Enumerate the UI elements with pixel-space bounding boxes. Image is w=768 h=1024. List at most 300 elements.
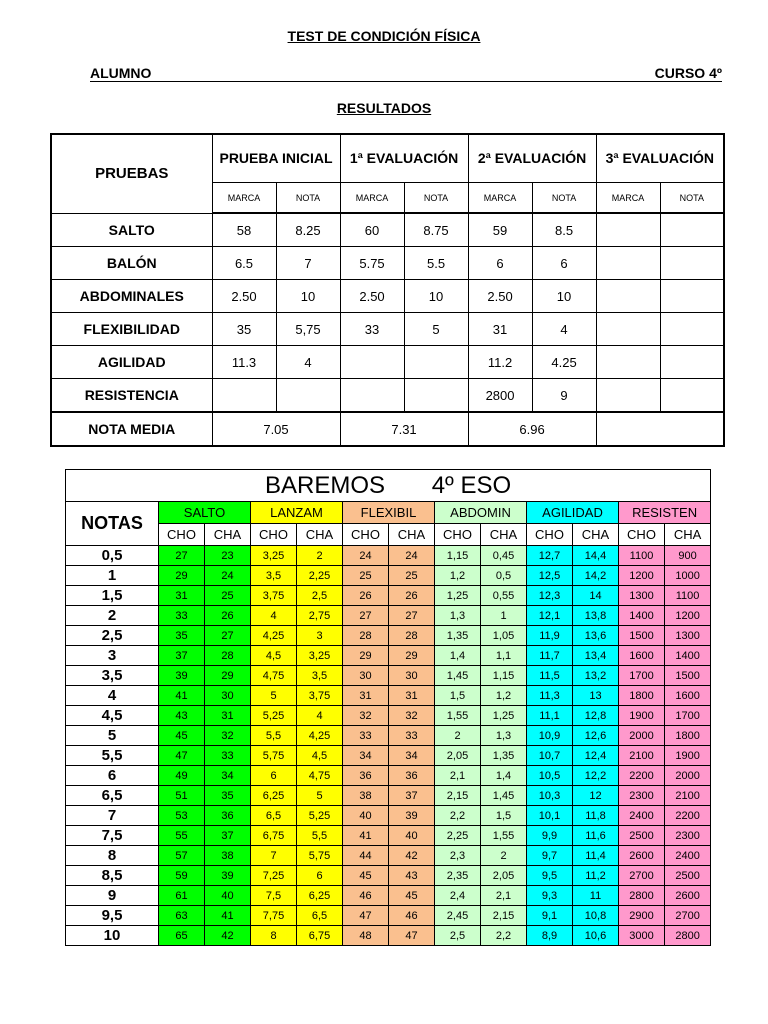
baremo-value: 6,25 (251, 786, 297, 806)
baremo-value: 1,4 (435, 646, 481, 666)
page-title: TEST DE CONDICIÓN FÍSICA (287, 28, 481, 44)
baremo-value: 3000 (619, 926, 665, 946)
baremo-value: 24 (389, 546, 435, 566)
baremo-value: 3,75 (297, 686, 343, 706)
result-value (660, 247, 724, 280)
baremo-value: 9,1 (527, 906, 573, 926)
baremo-value: 5,75 (297, 846, 343, 866)
baremo-value: 12,5 (527, 566, 573, 586)
baremo-value: 8,9 (527, 926, 573, 946)
baremo-value: 9,7 (527, 846, 573, 866)
baremos-gender-row (66, 524, 711, 546)
baremo-value: 1,25 (481, 706, 527, 726)
baremo-value: 2500 (619, 826, 665, 846)
baremo-value: 36 (389, 766, 435, 786)
baremo-value: 5,25 (297, 806, 343, 826)
baremo-value: 6,25 (297, 886, 343, 906)
nota-subheader: NOTA (404, 183, 468, 214)
baremo-value: 2,35 (435, 866, 481, 886)
baremo-value: 6,75 (251, 826, 297, 846)
notas-header: NOTAS (66, 502, 159, 546)
baremo-value: 1100 (619, 546, 665, 566)
baremo-value: 0,45 (481, 546, 527, 566)
baremo-value: 2800 (619, 886, 665, 906)
baremo-value: 13,6 (573, 626, 619, 646)
baremo-value: 27 (343, 606, 389, 626)
nota-value: 8,5 (66, 866, 159, 886)
baremo-value: 2900 (619, 906, 665, 926)
baremo-value: 32 (343, 706, 389, 726)
baremos-row (66, 706, 711, 726)
baremo-value: 26 (205, 606, 251, 626)
baremo-value: 1600 (665, 686, 711, 706)
baremo-value: 0,55 (481, 586, 527, 606)
category-header: SALTO (159, 502, 251, 524)
evaluation-header: 3ª EVALUACIÓN (596, 134, 724, 183)
baremo-value: 1500 (619, 626, 665, 646)
baremo-value: 1,55 (435, 706, 481, 726)
baremos-row (66, 646, 711, 666)
result-value: 8.25 (276, 213, 340, 247)
baremo-value: 5 (251, 686, 297, 706)
test-label: FLEXIBILIDAD (51, 313, 212, 346)
baremo-value: 13,2 (573, 666, 619, 686)
result-value: 8.5 (532, 213, 596, 247)
nota-media-label: NOTA MEDIA (51, 412, 212, 446)
baremo-value: 11,4 (573, 846, 619, 866)
baremo-value: 39 (389, 806, 435, 826)
result-value: 10 (404, 280, 468, 313)
baremo-value: 31 (159, 586, 205, 606)
baremo-value: 6,5 (297, 906, 343, 926)
result-value (596, 379, 660, 413)
baremo-value: 2,25 (435, 826, 481, 846)
result-value: 6.5 (212, 247, 276, 280)
baremo-value: 39 (159, 666, 205, 686)
baremo-value: 2,4 (435, 886, 481, 906)
baremo-value: 2600 (665, 886, 711, 906)
result-value (404, 379, 468, 413)
baremo-value: 26 (343, 586, 389, 606)
nota-value: 6 (66, 766, 159, 786)
result-value (596, 280, 660, 313)
baremo-value: 25 (205, 586, 251, 606)
result-value (596, 247, 660, 280)
baremo-value: 30 (205, 686, 251, 706)
baremo-value: 59 (159, 866, 205, 886)
evaluation-header: PRUEBA INICIAL (212, 134, 340, 183)
baremo-value: 2 (435, 726, 481, 746)
nota-value: 5 (66, 726, 159, 746)
cho-header: CHO (343, 524, 389, 546)
nota-value: 5,5 (66, 746, 159, 766)
baremo-value: 12,6 (573, 726, 619, 746)
baremos-category-row (66, 502, 711, 524)
baremo-value: 2,1 (435, 766, 481, 786)
result-value (660, 346, 724, 379)
baremo-value: 27 (205, 626, 251, 646)
baremo-value: 41 (159, 686, 205, 706)
results-header-row (51, 134, 724, 183)
result-value (212, 379, 276, 413)
results-table (50, 133, 725, 447)
baremo-value: 13,4 (573, 646, 619, 666)
baremo-value: 2,75 (297, 606, 343, 626)
baremo-value: 41 (205, 906, 251, 926)
test-label: BALÓN (51, 247, 212, 280)
baremo-value: 46 (389, 906, 435, 926)
cha-header: CHA (389, 524, 435, 546)
nota-media-value: 7.05 (212, 412, 340, 446)
result-value: 2800 (468, 379, 532, 413)
baremo-value: 38 (343, 786, 389, 806)
baremo-value: 13,8 (573, 606, 619, 626)
baremos-row (66, 546, 711, 566)
cho-header: CHO (435, 524, 481, 546)
baremo-value: 27 (159, 546, 205, 566)
results-row (51, 379, 724, 413)
result-value: 2.50 (340, 280, 404, 313)
baremo-value: 2,05 (435, 746, 481, 766)
baremo-value: 35 (205, 786, 251, 806)
result-value (660, 313, 724, 346)
baremo-value: 12,2 (573, 766, 619, 786)
category-header: AGILIDAD (527, 502, 619, 524)
baremo-value: 12,7 (527, 546, 573, 566)
nota-value: 4,5 (66, 706, 159, 726)
nota-value: 8 (66, 846, 159, 866)
baremos-row (66, 746, 711, 766)
baremos-row (66, 606, 711, 626)
baremo-value: 40 (205, 886, 251, 906)
result-value: 35 (212, 313, 276, 346)
baremo-value: 63 (159, 906, 205, 926)
nota-value: 6,5 (66, 786, 159, 806)
baremo-value: 1,2 (481, 686, 527, 706)
baremos-row (66, 906, 711, 926)
baremo-value: 34 (389, 746, 435, 766)
baremo-value: 9,9 (527, 826, 573, 846)
baremo-value: 41 (343, 826, 389, 846)
baremo-value: 2100 (619, 746, 665, 766)
baremo-value: 34 (343, 746, 389, 766)
baremo-value: 32 (205, 726, 251, 746)
baremo-value: 6 (297, 866, 343, 886)
baremo-value: 1300 (665, 626, 711, 646)
baremo-value: 9,5 (527, 866, 573, 886)
results-row (51, 213, 724, 247)
baremos-title: BAREMOS 4º ESO (66, 470, 711, 502)
nota-value: 1,5 (66, 586, 159, 606)
baremo-value: 2400 (665, 846, 711, 866)
result-value: 58 (212, 213, 276, 247)
baremo-value: 1,15 (481, 666, 527, 686)
baremo-value: 1,4 (481, 766, 527, 786)
baremo-value: 33 (389, 726, 435, 746)
baremo-value: 10,5 (527, 766, 573, 786)
baremo-value: 11,3 (527, 686, 573, 706)
baremos-row (66, 866, 711, 886)
nota-value: 2,5 (66, 626, 159, 646)
marca-subheader: MARCA (340, 183, 404, 214)
baremo-value: 33 (159, 606, 205, 626)
baremo-value: 6 (251, 766, 297, 786)
baremo-value: 5,5 (297, 826, 343, 846)
baremo-value: 1300 (619, 586, 665, 606)
baremo-value: 2,15 (481, 906, 527, 926)
baremo-value: 12 (573, 786, 619, 806)
baremo-value: 1400 (665, 646, 711, 666)
result-value (596, 213, 660, 247)
baremo-value: 32 (389, 706, 435, 726)
baremo-value: 1800 (665, 726, 711, 746)
result-value (660, 213, 724, 247)
result-value: 33 (340, 313, 404, 346)
result-value: 6 (532, 247, 596, 280)
baremo-value: 29 (343, 646, 389, 666)
baremo-value: 2700 (619, 866, 665, 886)
baremo-value: 1,15 (435, 546, 481, 566)
baremos-row (66, 926, 711, 946)
nota-value: 4 (66, 686, 159, 706)
baremo-value: 1800 (619, 686, 665, 706)
baremo-value: 1 (481, 606, 527, 626)
nota-value: 3 (66, 646, 159, 666)
baremo-value: 11,1 (527, 706, 573, 726)
baremo-value: 1,5 (481, 806, 527, 826)
baremos-row (66, 766, 711, 786)
baremo-value: 1700 (665, 706, 711, 726)
results-row (51, 280, 724, 313)
result-value: 9 (532, 379, 596, 413)
baremo-value: 1200 (619, 566, 665, 586)
cho-header: CHO (619, 524, 665, 546)
baremo-value: 43 (389, 866, 435, 886)
baremo-value: 7,75 (251, 906, 297, 926)
cho-header: CHO (527, 524, 573, 546)
baremo-value: 11,9 (527, 626, 573, 646)
baremo-value: 38 (205, 846, 251, 866)
marca-subheader: MARCA (596, 183, 660, 214)
baremo-value: 1,55 (481, 826, 527, 846)
baremos-row (66, 886, 711, 906)
baremo-value: 7 (251, 846, 297, 866)
baremo-value: 3,75 (251, 586, 297, 606)
nota-media-value: 7.31 (340, 412, 468, 446)
baremo-value: 4 (297, 706, 343, 726)
result-value: 31 (468, 313, 532, 346)
test-label: RESISTENCIA (51, 379, 212, 413)
baremo-value: 1,2 (435, 566, 481, 586)
baremo-value: 2300 (619, 786, 665, 806)
baremo-value: 11,6 (573, 826, 619, 846)
cha-header: CHA (205, 524, 251, 546)
baremo-value: 3,25 (297, 646, 343, 666)
baremo-value: 2200 (665, 806, 711, 826)
baremo-value: 4,5 (251, 646, 297, 666)
baremo-value: 43 (159, 706, 205, 726)
result-value: 6 (468, 247, 532, 280)
baremo-value: 25 (389, 566, 435, 586)
category-header: FLEXIBIL (343, 502, 435, 524)
baremo-value: 12,3 (527, 586, 573, 606)
baremo-value: 7,5 (251, 886, 297, 906)
baremo-value: 2,5 (435, 926, 481, 946)
baremo-value: 25 (343, 566, 389, 586)
baremo-value: 12,4 (573, 746, 619, 766)
baremo-value: 14,4 (573, 546, 619, 566)
baremo-value: 24 (343, 546, 389, 566)
result-value (660, 379, 724, 413)
baremo-value: 6,75 (297, 926, 343, 946)
baremo-value: 2,3 (435, 846, 481, 866)
baremo-value: 11,8 (573, 806, 619, 826)
baremo-value: 46 (343, 886, 389, 906)
baremo-value: 30 (343, 666, 389, 686)
cha-header: CHA (665, 524, 711, 546)
baremo-value: 5,5 (251, 726, 297, 746)
baremo-value: 2,2 (481, 926, 527, 946)
baremo-value: 1,45 (481, 786, 527, 806)
baremo-value: 10,7 (527, 746, 573, 766)
baremos-row (66, 786, 711, 806)
nota-media-value (596, 412, 724, 446)
results-row (51, 313, 724, 346)
baremo-value: 10,6 (573, 926, 619, 946)
baremo-value: 2,15 (435, 786, 481, 806)
baremo-value: 3 (297, 626, 343, 646)
baremos-row (66, 826, 711, 846)
result-value: 60 (340, 213, 404, 247)
baremo-value: 14,2 (573, 566, 619, 586)
baremo-value: 1900 (619, 706, 665, 726)
baremo-value: 9,3 (527, 886, 573, 906)
nota-media-value: 6.96 (468, 412, 596, 446)
baremo-value: 36 (205, 806, 251, 826)
baremo-value: 7,25 (251, 866, 297, 886)
baremo-value: 2700 (665, 906, 711, 926)
evaluation-header: 2ª EVALUACIÓN (468, 134, 596, 183)
test-label: SALTO (51, 213, 212, 247)
baremo-value: 28 (343, 626, 389, 646)
baremo-value: 2 (481, 846, 527, 866)
baremo-value: 10,3 (527, 786, 573, 806)
baremo-value: 3,25 (251, 546, 297, 566)
marca-subheader: MARCA (468, 183, 532, 214)
baremo-value: 11,7 (527, 646, 573, 666)
baremo-value: 2,05 (481, 866, 527, 886)
baremo-value: 53 (159, 806, 205, 826)
result-value (340, 346, 404, 379)
baremo-value: 47 (159, 746, 205, 766)
baremo-value: 1,3 (435, 606, 481, 626)
baremos-row (66, 846, 711, 866)
baremo-value: 1700 (619, 666, 665, 686)
result-value: 2.50 (468, 280, 532, 313)
baremo-value: 31 (389, 686, 435, 706)
baremo-value: 2000 (665, 766, 711, 786)
baremos-row (66, 686, 711, 706)
baremo-value: 26 (389, 586, 435, 606)
baremo-value: 3,5 (251, 566, 297, 586)
result-value (596, 346, 660, 379)
result-value: 5 (404, 313, 468, 346)
baremo-value: 31 (205, 706, 251, 726)
baremo-value: 1600 (619, 646, 665, 666)
result-value: 5.5 (404, 247, 468, 280)
results-row (51, 346, 724, 379)
baremo-value: 3,5 (297, 666, 343, 686)
baremo-value: 35 (159, 626, 205, 646)
baremo-value: 4,25 (251, 626, 297, 646)
baremo-value: 42 (389, 846, 435, 866)
baremo-value: 11 (573, 886, 619, 906)
baremo-value: 37 (389, 786, 435, 806)
baremo-value: 49 (159, 766, 205, 786)
baremo-value: 57 (159, 846, 205, 866)
baremos-row (66, 666, 711, 686)
result-value: 4.25 (532, 346, 596, 379)
baremo-value: 2,1 (481, 886, 527, 906)
baremo-value: 47 (343, 906, 389, 926)
results-row (51, 247, 724, 280)
baremo-value: 900 (665, 546, 711, 566)
baremo-value: 5 (297, 786, 343, 806)
baremo-value: 47 (389, 926, 435, 946)
baremo-value: 33 (205, 746, 251, 766)
baremos-title-row (66, 470, 711, 502)
result-value: 5.75 (340, 247, 404, 280)
baremo-value: 31 (343, 686, 389, 706)
baremo-value: 1500 (665, 666, 711, 686)
baremo-value: 1,05 (481, 626, 527, 646)
baremo-value: 0,5 (481, 566, 527, 586)
baremo-value: 44 (343, 846, 389, 866)
baremos-row (66, 726, 711, 746)
baremo-value: 65 (159, 926, 205, 946)
baremo-value: 2500 (665, 866, 711, 886)
baremo-value: 42 (205, 926, 251, 946)
resultados-heading: RESULTADOS (336, 100, 432, 116)
baremo-value: 5,75 (251, 746, 297, 766)
baremo-value: 1,1 (481, 646, 527, 666)
baremo-value: 2800 (665, 926, 711, 946)
baremo-value: 24 (205, 566, 251, 586)
cho-header: CHO (251, 524, 297, 546)
baremo-value: 4,25 (297, 726, 343, 746)
baremo-value: 8 (251, 926, 297, 946)
baremos-table (65, 469, 711, 946)
result-value: 10 (532, 280, 596, 313)
baremo-value: 1,45 (435, 666, 481, 686)
baremo-value: 14 (573, 586, 619, 606)
curso-label: CURSO 4º (654, 65, 722, 81)
category-header: RESISTEN (619, 502, 711, 524)
test-label: ABDOMINALES (51, 280, 212, 313)
alumno-name-line (90, 81, 722, 82)
pruebas-header: PRUEBAS (51, 134, 212, 213)
nota-value: 2 (66, 606, 159, 626)
marca-subheader: MARCA (212, 183, 276, 214)
baremo-value: 2600 (619, 846, 665, 866)
baremo-value: 11,5 (527, 666, 573, 686)
baremo-value: 10,9 (527, 726, 573, 746)
baremo-value: 45 (389, 886, 435, 906)
result-value: 4 (276, 346, 340, 379)
baremo-value: 37 (159, 646, 205, 666)
cha-header: CHA (481, 524, 527, 546)
baremo-value: 2,2 (435, 806, 481, 826)
